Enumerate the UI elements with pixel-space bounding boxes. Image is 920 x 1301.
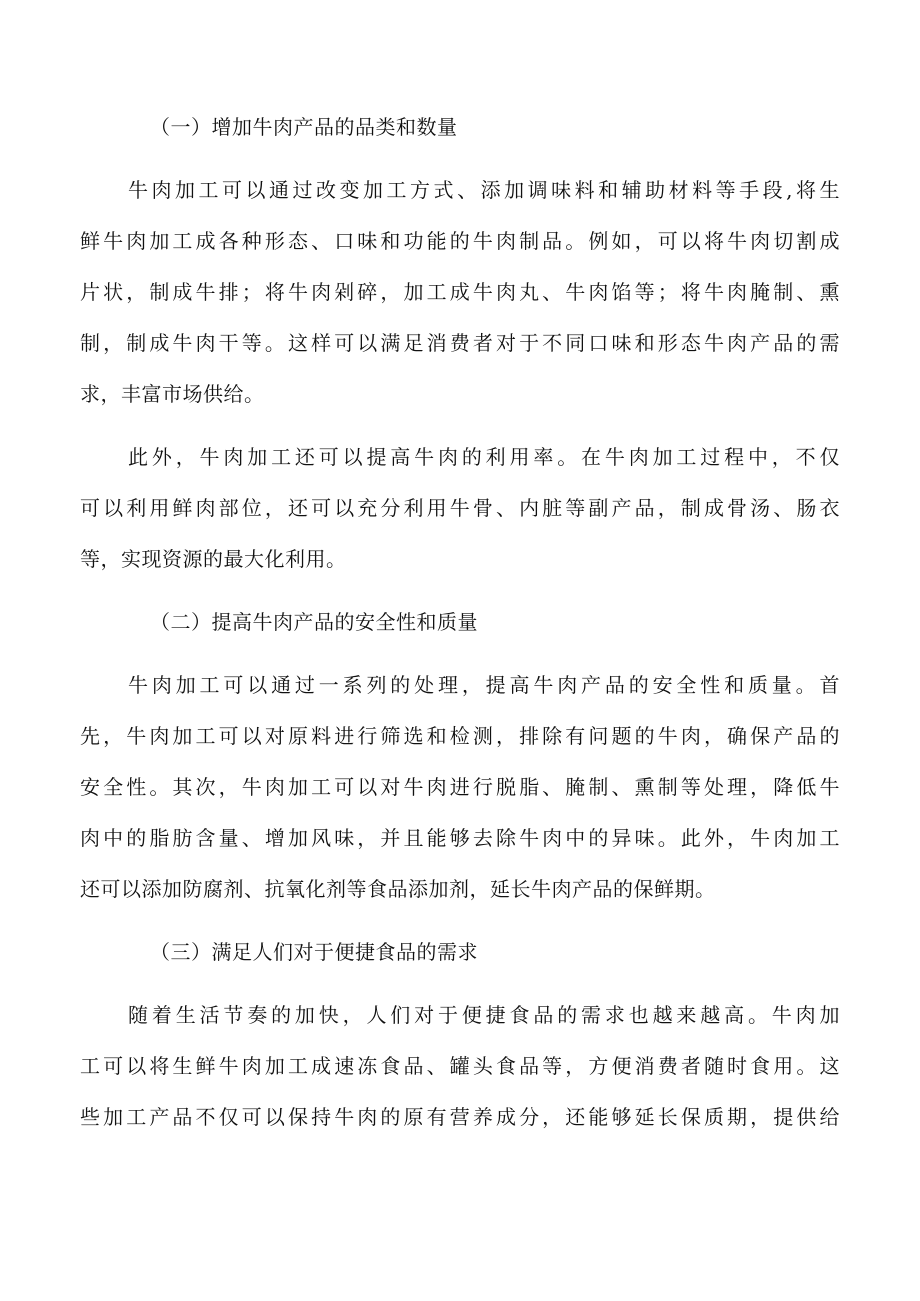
text-line: 制，制成牛肉干等。这样可以满足消费者对于不同口味和形态牛肉产品的需	[80, 331, 840, 355]
text-line: 鲜牛肉加工成各种形态、口味和功能的牛肉制品。例如，可以将牛肉切割成	[80, 229, 840, 253]
paragraph	[80, 660, 840, 915]
paragraph	[80, 990, 840, 1143]
text-line: 安全性。其次，牛肉加工可以对牛肉进行脱脂、腌制、熏制等处理，降低牛	[80, 775, 840, 799]
text-line: 还可以添加防腐剂、抗氧化剂等食品添加剂，延长牛肉产品的保鲜期。	[80, 877, 716, 901]
text-line: 此外，牛肉加工还可以提高牛肉的利用率。在牛肉加工过程中，不仅	[128, 445, 840, 469]
text-line: 牛肉加工可以通过改变加工方式、添加调味料和辅助材料等手段,将生	[128, 178, 840, 202]
section-heading-2: （二）提高牛肉产品的安全性和质量	[150, 610, 478, 634]
text-line: 肉中的脂肪含量、增加风味，并且能够去除牛肉中的异味。此外，牛肉加工	[80, 826, 840, 850]
text-line: 等，实现资源的最大化利用。	[80, 547, 347, 571]
text-line: 可以利用鲜肉部位，还可以充分利用牛骨、内脏等副产品，制成骨汤、肠衣	[80, 496, 840, 520]
text-line: 先，牛肉加工可以对原料进行筛选和检测，排除有问题的牛肉，确保产品的	[80, 724, 840, 748]
text-line: 牛肉加工可以通过一系列的处理，提高牛肉产品的安全性和质量。首	[128, 673, 840, 697]
text-line: 些加工产品不仅可以保持牛肉的原有营养成分，还能够延长保质期，提供给	[80, 1105, 840, 1129]
paragraph	[80, 165, 840, 420]
paragraph	[80, 432, 840, 585]
text-line: 片状，制成牛排；将牛肉剁碎，加工成牛肉丸、牛肉馅等；将牛肉腌制、熏	[80, 280, 840, 304]
document-page	[80, 102, 840, 1155]
text-line: 求，丰富市场供给。	[80, 382, 265, 406]
text-line: 工可以将生鲜牛肉加工成速冻食品、罐头食品等，方便消费者随时食用。这	[80, 1054, 840, 1078]
text-line: 随着生活节奏的加快，人们对于便捷食品的需求也越来越高。牛肉加	[128, 1003, 840, 1027]
section-heading-3: （三）满足人们对于便捷食品的需求	[150, 940, 478, 964]
section-heading-1: （一）增加牛肉产品的品类和数量	[150, 115, 458, 139]
